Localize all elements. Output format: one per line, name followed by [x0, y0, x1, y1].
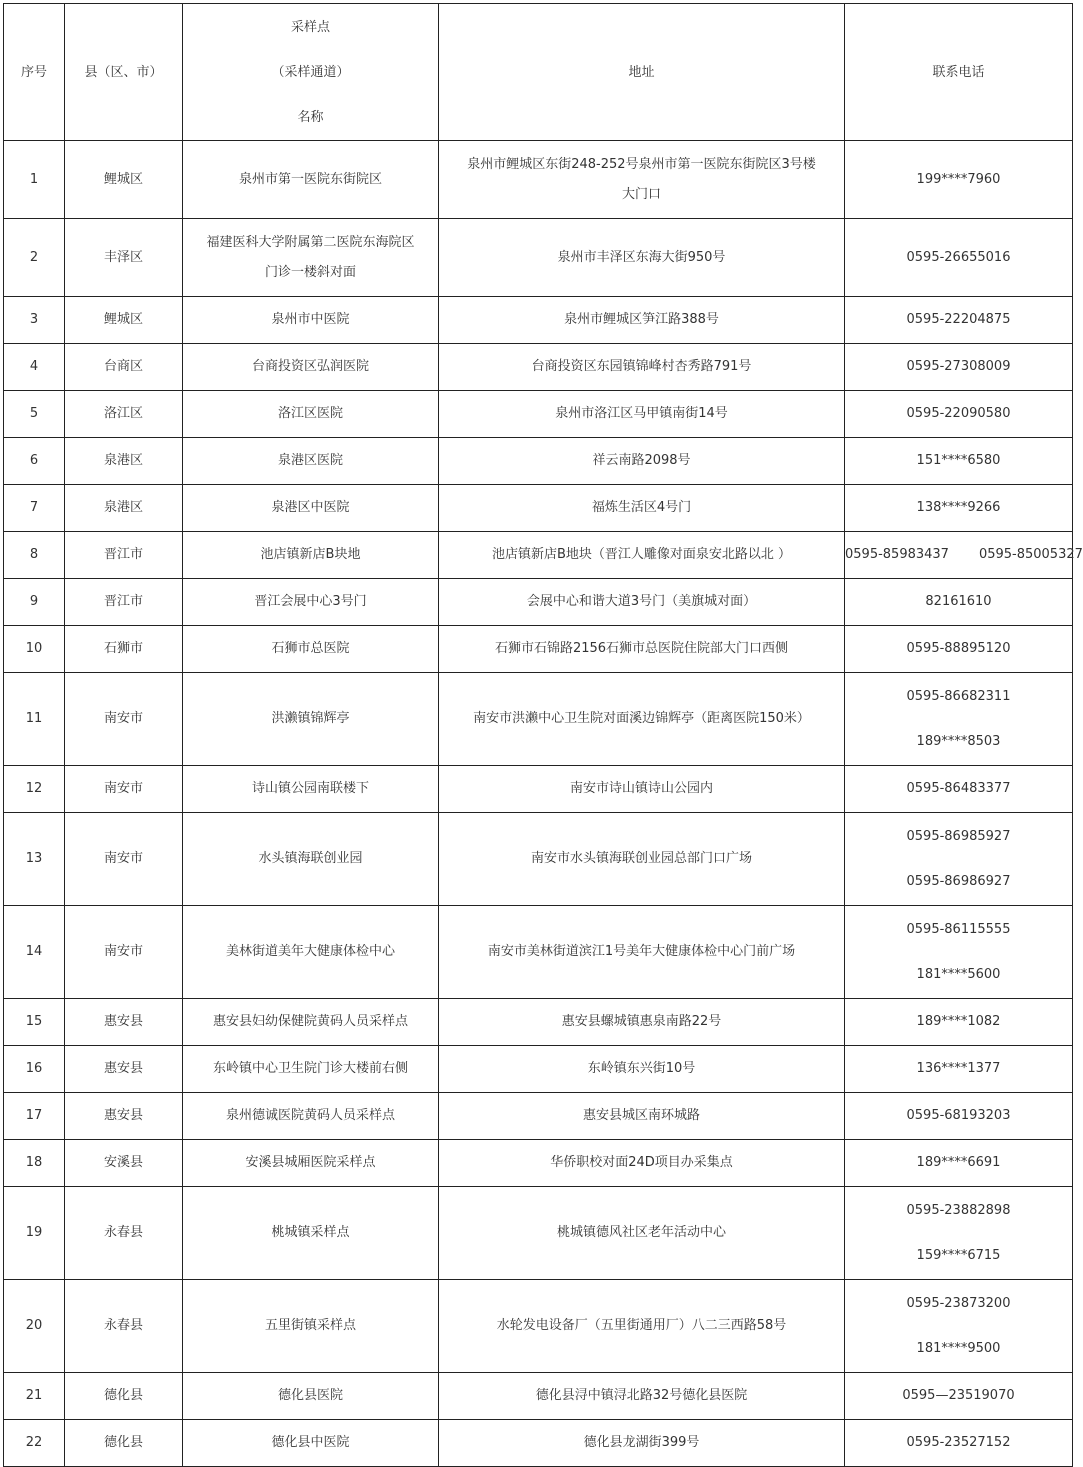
- header-site-line3: 名称: [297, 109, 324, 125]
- cell-seq: 1: [4, 141, 65, 219]
- cell-site-line: 德化县中医院: [271, 1435, 350, 1450]
- cell-phone: [845, 1140, 1073, 1187]
- cell-site-line: 泉港区医院: [277, 453, 343, 468]
- cell-address: [439, 906, 845, 999]
- cell-site: [183, 999, 439, 1046]
- cell-address-line: 池店镇新店B地块（晋江人雕像对面泉安北路以北 ）: [491, 547, 792, 562]
- cell-address-line: 大门口: [621, 186, 661, 202]
- cell-phone-line: 138****9266: [916, 500, 1001, 515]
- cell-site-line: 五里街镇采样点: [264, 1318, 356, 1333]
- cell-district: 永春县: [65, 1280, 183, 1373]
- header-row: [4, 4, 1073, 141]
- cell-phone: [845, 1046, 1073, 1093]
- cell-phone-line: 0595-22090580: [906, 406, 1011, 421]
- cell-site-line: 洛江区医院: [277, 406, 343, 421]
- cell-district: 泉港区: [65, 485, 183, 532]
- cell-address-line: 德化县浔中镇浔北路32号德化县医院: [535, 1388, 748, 1403]
- cell-address-line: 福炼生活区4号门: [591, 500, 692, 515]
- cell-address-line: 台商投资区东园镇锦峰村杏秀路791号: [531, 359, 752, 374]
- cell-phone: [845, 438, 1073, 485]
- cell-address: [439, 1280, 845, 1373]
- cell-district: 德化县: [65, 1373, 183, 1420]
- cell-district: 晋江市: [65, 532, 183, 579]
- cell-district: 鲤城区: [65, 297, 183, 344]
- table-row: [4, 813, 1073, 906]
- cell-address-line: 会展中心和谐大道3号门（美旗城对面）: [526, 594, 757, 609]
- cell-district: 晋江市: [65, 579, 183, 626]
- cell-district: 永春县: [65, 1187, 183, 1280]
- cell-phone: [845, 485, 1073, 532]
- cell-site-line: 泉港区中医院: [271, 500, 350, 515]
- cell-phone: [845, 906, 1073, 999]
- cell-address-line: 祥云南路2098号: [592, 453, 691, 468]
- cell-phone-line: 0595-86985927: [906, 829, 1011, 844]
- cell-phone: [845, 1420, 1073, 1467]
- cell-address: [439, 1373, 845, 1420]
- cell-phone: [845, 391, 1073, 438]
- cell-address-line: 东岭镇东兴街10号: [587, 1061, 696, 1076]
- cell-phone: [845, 1373, 1073, 1420]
- cell-address: [439, 1187, 845, 1280]
- cell-phone-line: 0595-22204875: [906, 312, 1011, 327]
- table-row: [4, 673, 1073, 766]
- cell-address: [439, 1093, 845, 1140]
- cell-site-line: 台商投资区弘润医院: [251, 359, 369, 374]
- cell-address: [439, 1140, 845, 1187]
- cell-district: 泉港区: [65, 438, 183, 485]
- cell-seq: 6: [4, 438, 65, 485]
- header-seq: 序号: [4, 4, 65, 141]
- cell-district: 洛江区: [65, 391, 183, 438]
- table-row: [4, 344, 1073, 391]
- cell-phone-line: 0595-23882898: [906, 1203, 1011, 1218]
- cell-district: 南安市: [65, 766, 183, 813]
- cell-site: [183, 1093, 439, 1140]
- table-row: [4, 391, 1073, 438]
- cell-site: [183, 219, 439, 297]
- cell-address-line: 泉州市鲤城区东街248-252号泉州市第一医院东街院区3号楼: [467, 156, 816, 172]
- cell-address: [439, 673, 845, 766]
- table-row: [4, 999, 1073, 1046]
- cell-district: 石狮市: [65, 626, 183, 673]
- cell-site-line: 美林街道美年大健康体检中心: [225, 944, 395, 959]
- cell-seq: 10: [4, 626, 65, 673]
- cell-phone-line: 0595-23527152: [906, 1435, 1011, 1450]
- cell-seq: 16: [4, 1046, 65, 1093]
- cell-phone-line: 151****6580: [916, 453, 1001, 468]
- cell-seq: 4: [4, 344, 65, 391]
- cell-site: [183, 906, 439, 999]
- cell-phone-line: 0595-23873200: [906, 1296, 1011, 1311]
- table-row: [4, 1187, 1073, 1280]
- cell-seq: 8: [4, 532, 65, 579]
- cell-site-line: 福建医科大学附属第二医院东海院区: [206, 234, 415, 250]
- cell-phone-line: 0595-88895120: [906, 641, 1011, 656]
- cell-phone-line: 181****9500: [916, 1341, 1001, 1356]
- cell-address: [439, 438, 845, 485]
- cell-phone-line: 82161610: [925, 594, 992, 609]
- cell-address: [439, 219, 845, 297]
- cell-site: [183, 1420, 439, 1467]
- cell-seq: 9: [4, 579, 65, 626]
- cell-address-line: 华侨职校对面24D项目办采集点: [550, 1155, 733, 1170]
- cell-phone-line: 0595-86682311: [906, 689, 1011, 704]
- cell-phone-line: 0595-68193203: [906, 1108, 1011, 1123]
- cell-seq: 14: [4, 906, 65, 999]
- cell-site: [183, 532, 439, 579]
- cell-phone-line: 0595-86483377: [906, 781, 1011, 796]
- cell-address: [439, 391, 845, 438]
- table-body: [4, 141, 1083, 1467]
- cell-phone-line: 136****1377: [916, 1061, 1001, 1076]
- table-row: [4, 579, 1073, 626]
- cell-phone-line: 181****5600: [916, 967, 1001, 982]
- cell-site: [183, 1373, 439, 1420]
- cell-address: [439, 626, 845, 673]
- table-row: [4, 438, 1073, 485]
- cell-address-line: 泉州市洛江区马甲镇南街14号: [555, 406, 728, 421]
- table-row: [4, 297, 1073, 344]
- header-site: [183, 4, 439, 141]
- cell-phone: [845, 141, 1073, 219]
- cell-site-line: 泉州市中医院: [271, 312, 350, 327]
- cell-address-line: 泉州市鲤城区笋江路388号: [564, 312, 719, 327]
- cell-phone-line: 0595-86986927: [906, 874, 1011, 889]
- cell-address-line: 德化县龙湖街399号: [583, 1435, 700, 1450]
- cell-address: [439, 485, 845, 532]
- table-row: [4, 626, 1073, 673]
- cell-district: 丰泽区: [65, 219, 183, 297]
- table-row: [4, 906, 1073, 999]
- cell-phone: [845, 999, 1073, 1046]
- cell-phone-line: 0595-27308009: [906, 359, 1011, 374]
- cell-site: [183, 485, 439, 532]
- cell-site: [183, 813, 439, 906]
- cell-site-line: 惠安县妇幼保健院黄码人员采样点: [212, 1014, 408, 1029]
- cell-phone: [845, 1187, 1073, 1280]
- cell-site-line: 诗山镇公园南联楼下: [251, 781, 369, 796]
- cell-seq: 19: [4, 1187, 65, 1280]
- cell-seq: 13: [4, 813, 65, 906]
- cell-seq: 20: [4, 1280, 65, 1373]
- cell-seq: 18: [4, 1140, 65, 1187]
- cell-seq: 7: [4, 485, 65, 532]
- cell-address-line: 南安市美林街道滨江1号美年大健康体检中心门前广场: [487, 944, 796, 959]
- cell-site: [183, 438, 439, 485]
- cell-site-line: 晋江会展中心3号门: [254, 594, 367, 609]
- cell-address: [439, 766, 845, 813]
- table-row: [4, 1046, 1073, 1093]
- cell-site: [183, 1140, 439, 1187]
- header-phone: 联系电话: [845, 4, 1073, 141]
- cell-district: 台商区: [65, 344, 183, 391]
- cell-site: [183, 141, 439, 219]
- cell-district: 鲤城区: [65, 141, 183, 219]
- table-row: [4, 1280, 1073, 1373]
- cell-phone-line: 0595—23519070: [902, 1388, 1015, 1403]
- table-row: [4, 1373, 1073, 1420]
- cell-site-line: 泉州市第一医院东街院区: [238, 171, 382, 187]
- cell-site: [183, 766, 439, 813]
- cell-site-line: 水头镇海联创业园: [258, 851, 363, 866]
- cell-site: [183, 673, 439, 766]
- cell-phone-line: 189****8503: [916, 734, 1001, 749]
- cell-phone: [845, 219, 1073, 297]
- cell-address: [439, 1420, 845, 1467]
- cell-seq: 17: [4, 1093, 65, 1140]
- cell-site-line: 桃城镇采样点: [271, 1225, 350, 1240]
- cell-phone-line: 0595-86115555: [906, 922, 1011, 937]
- cell-seq: 21: [4, 1373, 65, 1420]
- cell-address-line: 南安市诗山镇诗山公园内: [569, 781, 713, 796]
- cell-phone: [845, 297, 1073, 344]
- cell-phone: [845, 673, 1073, 766]
- cell-site: [183, 1046, 439, 1093]
- cell-site-line: 石狮市总医院: [271, 641, 350, 656]
- header-address: 地址: [439, 4, 845, 141]
- cell-site-line: 洪濑镇锦辉亭: [271, 711, 350, 726]
- cell-address: [439, 1046, 845, 1093]
- cell-phone: [845, 766, 1073, 813]
- cell-phone: [845, 532, 1083, 579]
- cell-address-line: 泉州市丰泽区东海大街950号: [557, 249, 726, 265]
- cell-address-line: 南安市洪濑中心卫生院对面溪边锦辉亭（距离医院150米）: [473, 711, 810, 726]
- cell-phone: [845, 579, 1073, 626]
- cell-site-line: 泉州德诚医院黄码人员采样点: [225, 1108, 395, 1123]
- sampling-site-table: [3, 3, 1083, 1467]
- cell-seq: 15: [4, 999, 65, 1046]
- cell-seq: 2: [4, 219, 65, 297]
- cell-phone: [845, 626, 1073, 673]
- cell-phone: [845, 344, 1073, 391]
- cell-site-line: 安溪县城厢医院采样点: [245, 1155, 376, 1170]
- table-row: [4, 1420, 1073, 1467]
- cell-address: [439, 813, 845, 906]
- table-row: [4, 485, 1073, 532]
- cell-address-line: 石狮市石锦路2156石狮市总医院住院部大门口西侧: [494, 641, 789, 656]
- cell-phone-number: 0595-85983437: [845, 547, 949, 562]
- table-row: [4, 766, 1073, 813]
- cell-address-line: 桃城镇德风社区老年活动中心: [556, 1225, 726, 1240]
- cell-district: 惠安县: [65, 1046, 183, 1093]
- cell-site: [183, 297, 439, 344]
- cell-district: 南安市: [65, 673, 183, 766]
- table-row: [4, 219, 1073, 297]
- cell-address: [439, 141, 845, 219]
- cell-address-line: 惠安县城区南环城路: [582, 1108, 700, 1123]
- cell-seq: 12: [4, 766, 65, 813]
- cell-address-line: 水轮发电设备厂（五里街通用厂）八二三西路58号: [496, 1318, 787, 1333]
- cell-site: [183, 344, 439, 391]
- cell-district: 惠安县: [65, 999, 183, 1046]
- table-row: [4, 141, 1073, 219]
- cell-seq: 3: [4, 297, 65, 344]
- cell-site: [183, 1280, 439, 1373]
- table-row: [4, 1093, 1073, 1140]
- cell-site-line: 东岭镇中心卫生院门诊大楼前右侧: [212, 1061, 408, 1076]
- cell-phone-line: 189****1082: [916, 1014, 1001, 1029]
- header-site-line1: 采样点: [290, 19, 330, 35]
- cell-address: [439, 579, 845, 626]
- cell-address-line: 惠安县螺城镇惠泉南路22号: [561, 1014, 722, 1029]
- cell-seq: 5: [4, 391, 65, 438]
- cell-district: 南安市: [65, 906, 183, 999]
- cell-district: 安溪县: [65, 1140, 183, 1187]
- cell-address: [439, 999, 845, 1046]
- cell-address-line: 南安市水头镇海联创业园总部门口广场: [530, 851, 752, 866]
- cell-phone-line: 199****7960: [916, 171, 1001, 187]
- cell-site-line: 池店镇新店B块地: [260, 547, 361, 562]
- cell-phone-line: 159****6715: [916, 1248, 1001, 1263]
- header-site-line2: （采样通道）: [271, 64, 350, 80]
- cell-seq: 22: [4, 1420, 65, 1467]
- cell-phone: [845, 1280, 1073, 1373]
- cell-address: [439, 532, 845, 579]
- cell-seq: 11: [4, 673, 65, 766]
- cell-site: [183, 579, 439, 626]
- cell-address: [439, 297, 845, 344]
- cell-phone-line: 0595-26655016: [906, 249, 1011, 265]
- cell-address: [439, 344, 845, 391]
- cell-district: 德化县: [65, 1420, 183, 1467]
- cell-district: 南安市: [65, 813, 183, 906]
- cell-site-line: 德化县医院: [277, 1388, 343, 1403]
- cell-phone-line: 189****6691: [916, 1155, 1001, 1170]
- header-district: 县（区、市）: [65, 4, 183, 141]
- cell-district: 惠安县: [65, 1093, 183, 1140]
- cell-site: [183, 626, 439, 673]
- cell-phone-number: 0595-85005327: [978, 547, 1083, 562]
- cell-site: [183, 1187, 439, 1280]
- cell-phone: [845, 813, 1073, 906]
- cell-site: [183, 391, 439, 438]
- table-row: [4, 1140, 1073, 1187]
- cell-site-line: 门诊一楼斜对面: [264, 264, 356, 280]
- table-row: [4, 532, 1073, 579]
- cell-phone: [845, 1093, 1073, 1140]
